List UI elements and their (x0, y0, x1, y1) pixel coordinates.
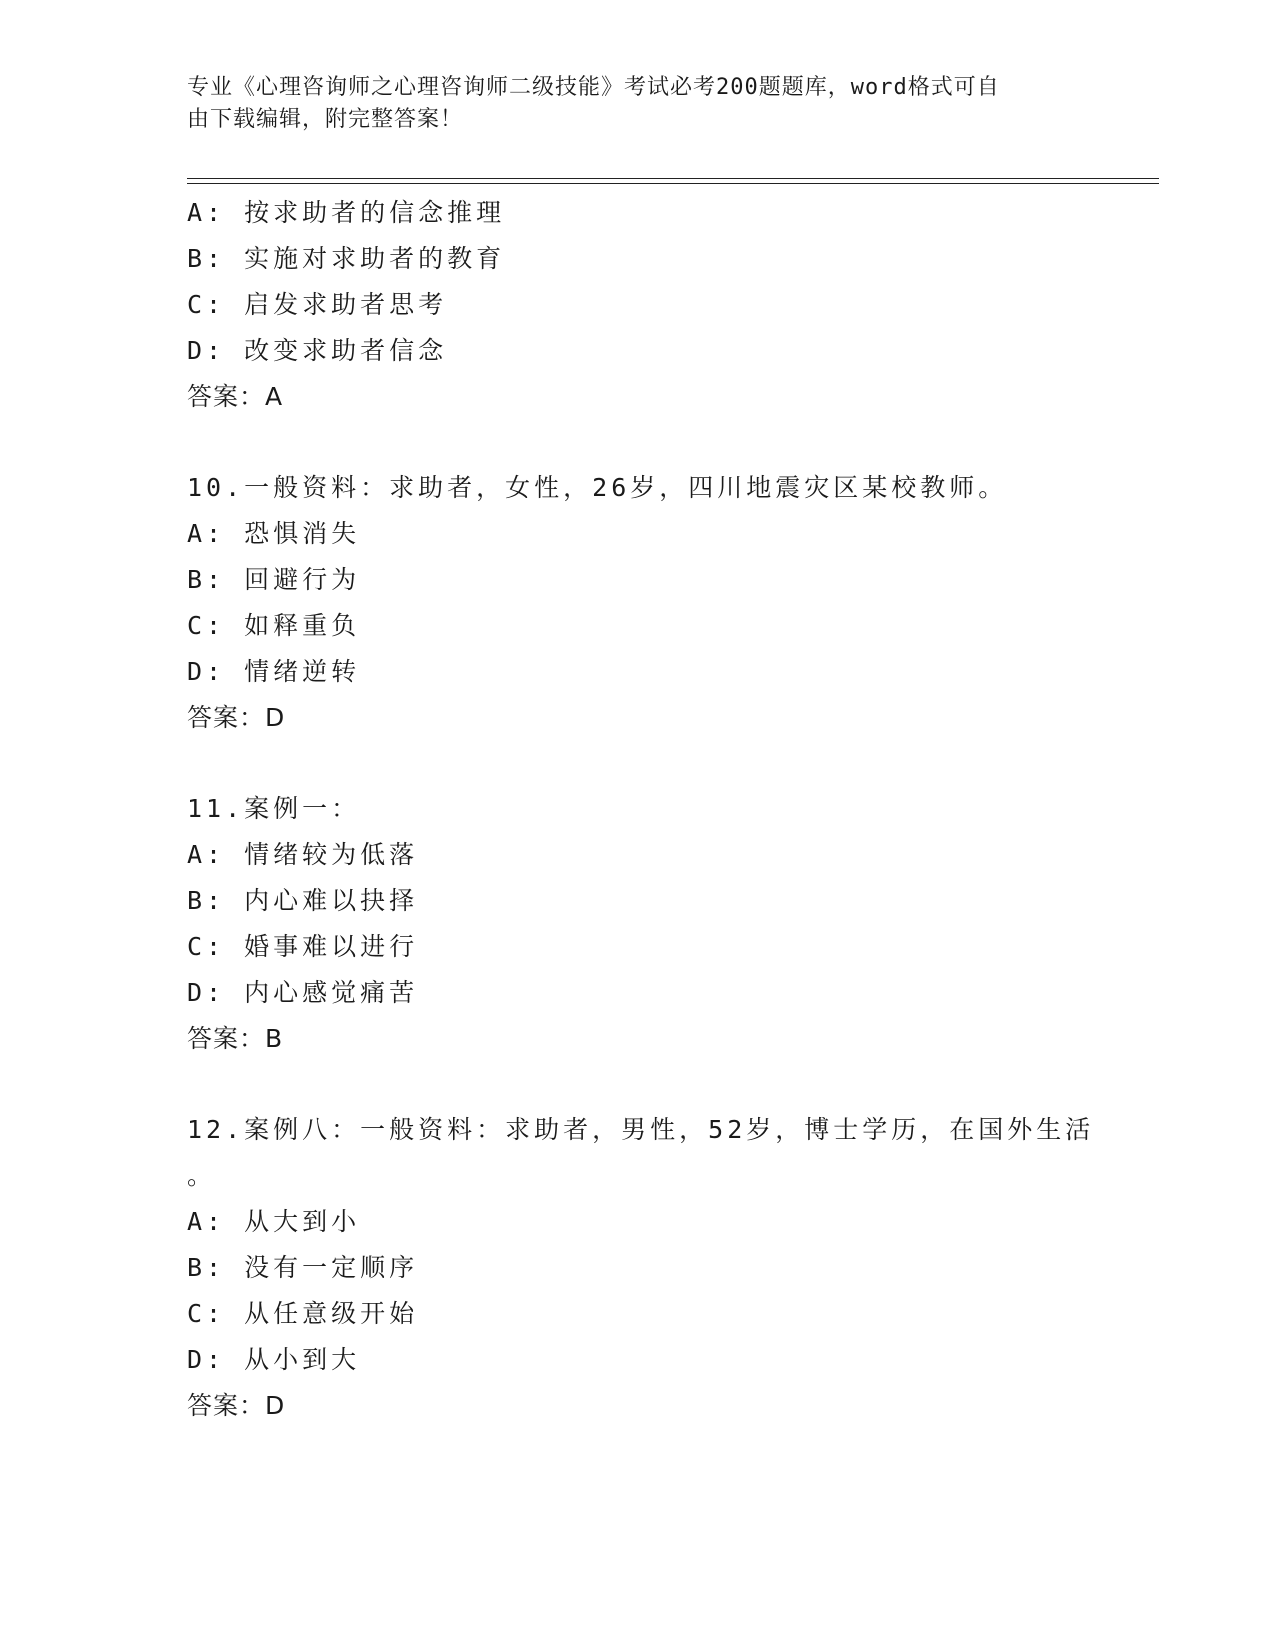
option-b: B: 实施对求助者的教育 (187, 244, 506, 273)
header-divider-bottom (187, 183, 1159, 184)
question-text: 11.案例一： (187, 794, 361, 823)
option-d: D: 从小到大 (187, 1345, 361, 1374)
question-block-11 (187, 786, 1087, 1062)
question-text-line-1: 12.案例八：一般资料：求助者，男性，52岁，博士学历，在国外生活 (187, 1115, 1095, 1144)
spacer (187, 420, 1087, 465)
option-d: D: 改变求助者信念 (187, 336, 448, 365)
option-a: A: 按求助者的信念推理 (187, 198, 506, 227)
question-block-9 (187, 190, 1087, 420)
option-c: C: 婚事难以进行 (187, 932, 419, 961)
option-c: C: 从任意级开始 (187, 1299, 419, 1328)
option-b: B: 回避行为 (187, 565, 361, 594)
answer: 答案：A (187, 382, 284, 411)
option-d: D: 情绪逆转 (187, 657, 361, 686)
question-block-12 (187, 1107, 1095, 1429)
document-header (187, 72, 1067, 136)
header-line-1: 专业《心理咨询师之心理咨询师二级技能》考试必考200题题库，word格式可自 (187, 75, 1000, 100)
spacer (187, 741, 1087, 786)
option-c: C: 如释重负 (187, 611, 361, 640)
option-a: A: 从大到小 (187, 1207, 361, 1236)
option-b: B: 内心难以抉择 (187, 886, 419, 915)
question-list (187, 190, 1095, 1429)
option-a: A: 情绪较为低落 (187, 840, 419, 869)
question-text-line-2: 。 (187, 1161, 217, 1190)
spacer (187, 1062, 1087, 1107)
option-c: C: 启发求助者思考 (187, 290, 448, 319)
option-a: A: 恐惧消失 (187, 519, 361, 548)
header-divider-top (187, 178, 1159, 179)
question-block-10 (187, 465, 1087, 741)
answer: 答案：B (187, 1024, 284, 1053)
answer: 答案：D (187, 703, 286, 732)
question-text: 10.一般资料：求助者，女性，26岁，四川地震灾区某校教师。 (187, 473, 1008, 502)
header-line-2: 由下载编辑，附完整答案！ (187, 107, 464, 132)
option-d: D: 内心感觉痛苦 (187, 978, 419, 1007)
answer: 答案：D (187, 1391, 286, 1420)
option-b: B: 没有一定顺序 (187, 1253, 419, 1282)
